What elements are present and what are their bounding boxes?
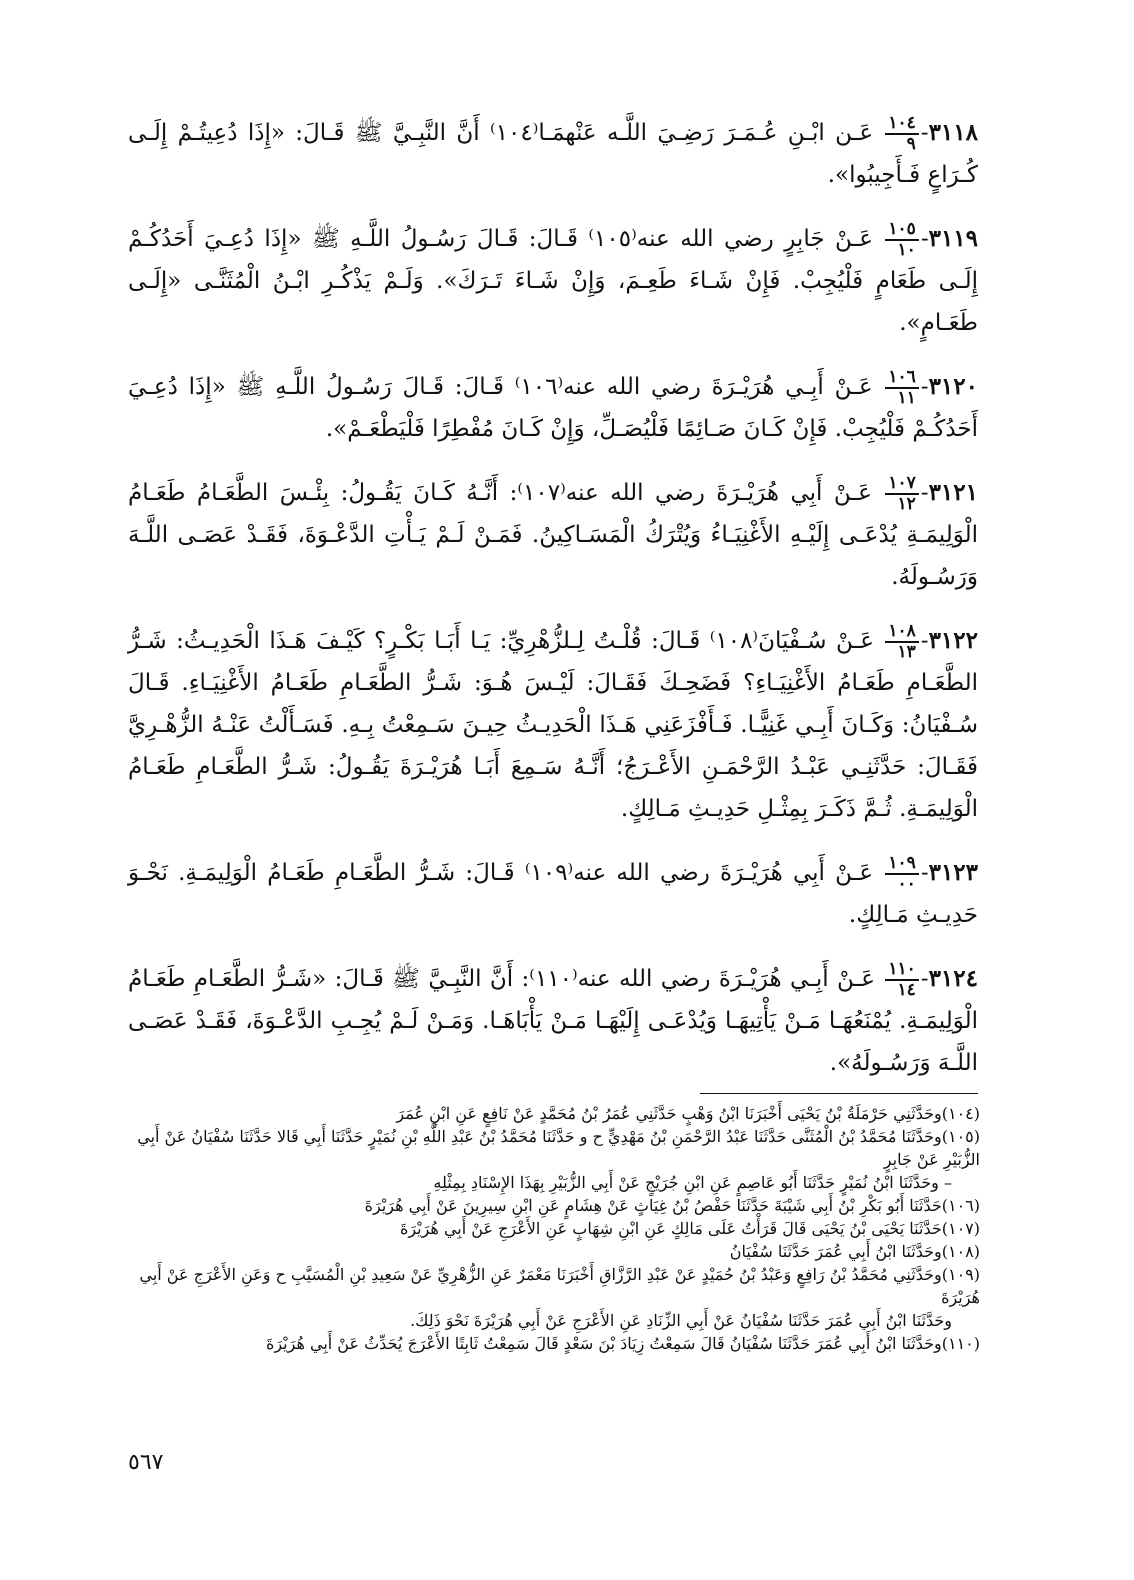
hadith-3118: ٣١١٨- $\frac{١٠٤}{٩}$ عَـن ابْـنِ عُـمَـرَ رَضِـيَ اللَّـه عَنْهمَـا⁽١٠٤⁾ أَنَّ النَّبِـيَّ ﷺ قَـالَ: «إِذَا دُعِيتُـمْ إِلَـى كُـرَاعٍ فَـأَجِيبُوا».: [128, 113, 978, 188]
hadith-index-fraction: $\frac{١٠٨}{١٣}$: [885, 623, 918, 661]
footnote-107: (١٠٧)حَدَّثَنَا يَحْيَى بْنُ يَحْيَى قَالَ قَرَأْتُ عَلَى مَالِكٍ عَنِ ابْنِ شِهَابٍ عَنِ الأَعْرَجِ عَنْ أَبِي هُرَيْرَةَ: [399, 1219, 980, 1238]
hadith-text: عَـنْ سُـفْيَانَ⁽١٠٨⁾ قَـالَ: قُلْـتُ لِـلزُّهْرِيِّ: يَـا أَبَـا بَكْـرٍ؟ كَيْـفَ هَـذَا الْحَدِيـثُ: شَـرُّ الطَّعَـامِ طَعَـامُ الأَغْنِيَـاءِ؟ فَضَحِـكَ فَقَـالَ: لَيْـسَ هُـوَ: شَـرُّ الطَّعَـامِ طَعَـامُ الأَغْنِيَـاءِ. قَـالَ سُـفْيَانُ: وَكَـانَ أَبِـي غَنِيًّـا. فَـأَفْزَعَنِي هَـذَا الْحَدِيـثُ حِيـنَ سَـمِعْتُ بِـهِ. فَسَـأَلْتُ عَنْـهُ الزُّهْـرِيَّ فَقَـالَ: حَدَّثَنِـي عَبْـدُ الرَّحْمَـنِ الأَعْـرَجُ؛ أَنَّـهُ سَـمِعَ أَبَـا هُرَيْـرَةَ يَقُـولُ: شَـرُّ الطَّعَـامِ طَعَـامُ الْوَلِيمَـةِ. ثُـمَّ ذَكَـرَ بِمِثْـلِ حَدِيـثِ مَـالِكٍ.: [128, 628, 978, 822]
hadith-index-fraction: $\frac{١٠٩}{٠٠}$: [885, 855, 918, 893]
hadith-3123: ٣١٢٣- $\frac{١٠٩}{٠٠}$ عَـنْ أَبِي هُرَيْـرَةَ رضي الله عنه⁽١٠٩⁾ قَـالَ: شَـرُّ الطَّعَـامِ طَعَـامُ الْوَلِيمَـةِ. نَحْـوَ حَدِيـثِ مَـالِكٍ.: [128, 853, 979, 928]
hadith-text: عَـنْ أَبِي هُرَيْـرَةَ رضي الله عنه⁽١٠٧⁾: أَنَّـهُ كَـانَ يَقُـولُ: بِئْـسَ الطَّعَـامُ طَعَـامُ الْوَلِيمَـةِ يُدْعَـى إِلَيْـهِ الأَغْنِيَـاءُ وَيُتْرَكُ الْمَسَـاكِينُ. فَمَـنْ لَـمْ يَـأْتِ الدَّعْـوَةَ، فَقَـدْ عَصَـى اللَّـهَ وَرَسُـولَهُ.: [128, 480, 978, 590]
hadith-text: عَـنْ أَبِي هُرَيْـرَةَ رضي الله عنه⁽١٠٩⁾ قَـالَ: شَـرُّ الطَّعَـامِ طَعَـامُ الْوَلِيمَـةِ. نَحْـوَ حَدِيـثِ مَـالِكٍ.: [128, 860, 978, 928]
hadith-number: ٣١١٨: [928, 119, 978, 146]
hadith-number: ٣١١٩: [928, 225, 979, 252]
footnote-109-continuation: وحَدَّثَنَا ابْنُ أَبِي عُمَرَ حَدَّثَنَا سُفْيَانُ عَنْ أَبِي الزِّنَادِ عَنِ الأَعْرَجِ عَنْ أَبِي هُرَيْرَةَ نَحْوَ ذَلِكَ.: [410, 1311, 952, 1330]
hadith-3120: ٣١٢٠- $\frac{١٠٦}{١١}$ عَـنْ أَبِـي هُرَيْـرَةَ رضي الله عنه⁽١٠٦⁾ قَـالَ: قَـالَ رَسُـولُ اللَّـهِ ﷺ «إِذَا دُعِـيَ أَحَدُكُـمْ فَلْيُجِبْ. فَإِنْ كَـانَ صَـائِمًا فَلْيُصَـلِّ، وَإِنْ كَـانَ مُفْطِرًا فَلْيَطْعَـمْ».: [128, 367, 978, 442]
footnote-108: (١٠٨)وحَدَّثَنَا ابْنُ أَبِي عُمَرَ حَدَّثَنَا سُفْيَانُ: [729, 1242, 980, 1261]
hadith-number: ٣١٢١: [928, 479, 978, 506]
hadith-list: [128, 112, 978, 1106]
footnote-105-continuation: – وحَدَّثَنَا ابْنُ نُمَيْرٍ حَدَّثَنَا أَبُو عَاصِمٍ عَنِ ابْنِ جُرَيْجٍ عَنْ أَبِي الزُّبَيْرِ بِهَذَا الإِسْنَادِ بِمِثْلِهِ: [433, 1173, 952, 1192]
footnote-divider: [700, 1093, 978, 1094]
hadith-number: ٣١٢٠: [928, 373, 978, 400]
footnote-109: (١٠٩)وحَدَّثَنِي مُحَمَّدُ بْنُ رَافِعٍ وَعَبْدُ بْنُ حُمَيْدٍ عَنْ عَبْدِ الرَّزَّاقِ أَخْبَرَنَا مَعْمَرٌ عَنِ الزُّهْرِيِّ عَنْ سَعِيدِ بْنِ الْمُسَيَّبِ ح وَعَنِ الأَعْرَجِ عَنْ أَبِي هُرَيْرَةَ: [139, 1265, 980, 1307]
footnotes: [130, 1102, 980, 1355]
footnote-105: (١٠٥)وحَدَّثَنَا مُحَمَّدُ بْنُ الْمُثَنَّى حَدَّثَنَا عَبْدُ الرَّحْمَنِ بْنُ مَهْدِيٍّ ح و حَدَّثَنَا مُحَمَّدُ بْنُ عَبْدِ اللَّهِ بْنِ نُمَيْرٍ حَدَّثَنَا أَبِي قَالا حَدَّثَنَا سُفْيَانُ عَنْ أَبِي الزُّبَيْرِ عَنْ جَابِرٍ: [137, 1127, 980, 1169]
hadith-3121: ٣١٢١- $\frac{١٠٧}{١٢}$ عَـنْ أَبِي هُرَيْـرَةَ رضي الله عنه⁽١٠٧⁾: أَنَّـهُ كَـانَ يَقُـولُ: بِئْـسَ الطَّعَـامُ طَعَـامُ الْوَلِيمَـةِ يُدْعَـى إِلَيْـهِ الأَغْنِيَـاءُ وَيُتْرَكُ الْمَسَـاكِينُ. فَمَـنْ لَـمْ يَـأْتِ الدَّعْـوَةَ، فَقَـدْ عَصَـى اللَّـهَ وَرَسُـولَهُ.: [128, 473, 978, 590]
footnote-110: (١١٠)وحَدَّثَنَا ابْنُ أَبِي عُمَرَ حَدَّثَنَا سُفْيَانُ قَالَ سَمِعْتُ زِيَادَ بْنَ سَعْدٍ قَالَ سَمِعْتُ ثَابِتًا الأَعْرَجَ يُحَدِّثُ عَنْ أَبِي هُرَيْرَةَ: [265, 1334, 980, 1353]
hadith-text: عَـن ابْـنِ عُـمَـرَ رَضِـيَ اللَّـه عَنْهمَـا⁽١٠٤⁾ أَنَّ النَّبِـيَّ ﷺ قَـالَ: «إِذَا دُعِيتُـمْ إِلَـى كُـرَاعٍ فَـأَجِيبُوا».: [128, 120, 978, 188]
footnote-104: (١٠٤)وحَدَّثَنِي حَرْمَلَةُ بْنُ يَحْيَى أَخْبَرَنَا ابْنُ وَهْبٍ حَدَّثَنِي عُمَرُ بْنُ مُحَمَّدٍ عَنْ نَافِعٍ عَنِ ابْنِ عُمَرَ: [396, 1104, 980, 1123]
hadith-3124: ٣١٢٤- $\frac{١١٠}{١٤}$ عَـنْ أَبِـي هُرَيْـرَةَ رضي الله عنه⁽١١٠⁾: أَنَّ النَّبِـيَّ ﷺ قَـالَ: «شَـرُّ الطَّعَـامِ طَعَـامُ الْوَلِيمَـةِ. يُمْنَعُهَـا مَـنْ يَأْتِيهَـا وَيُدْعَـى إِلَيْهَـا مَـنْ يَأْبَاهَـا. وَمَـنْ لَـمْ يُجِـبِ الدَّعْـوَةَ، فَقَـدْ عَصَـى اللَّـهَ وَرَسُـولَهُ».: [128, 959, 978, 1076]
footnote-106: (١٠٦)حَدَّثَنَا أَبُو بَكْرِ بْنُ أَبِي شَيْبَةَ حَدَّثَنَا حَفْصُ بْنُ غِيَاثٍ عَنْ هِشَامٍ عَنِ ابْنِ سِيرِينَ عَنْ أَبِي هُرَيْرَةَ: [364, 1196, 980, 1215]
hadith-number: ٣١٢٢: [928, 627, 978, 654]
hadith-index-fraction: $\frac{١١٠}{١٤}$: [885, 961, 918, 999]
hadith-3119: ٣١١٩- $\frac{١٠٥}{١٠}$ عَـنْ جَابِرٍ رضي الله عنه⁽١٠٥⁾ قَـالَ: قَـالَ رَسُـولُ اللَّـهِ ﷺ «إِذَا دُعِـيَ أَحَدُكُـمْ إِلَـى طَعَامٍ فَلْيُجِبْ. فَإِنْ شَـاءَ طَعِـمَ، وَإِنْ شَـاءَ تَـرَكَ». وَلَـمْ يَذْكُـرِ ابْـنُ الْمُثَنَّـى «إِلَـى طَعَـامٍ».: [128, 219, 979, 336]
hadith-index-fraction: $\frac{١٠٦}{١١}$: [885, 369, 918, 407]
hadith-index-fraction: $\frac{١٠٤}{٩}$: [885, 115, 918, 153]
hadith-index-fraction: $\frac{١٠٧}{١٢}$: [885, 475, 918, 513]
hadith-text: عَـنْ أَبِـي هُرَيْـرَةَ رضي الله عنه⁽١٠٦⁾ قَـالَ: قَـالَ رَسُـولُ اللَّـهِ ﷺ «إِذَا دُعِـيَ أَحَدُكُـمْ فَلْيُجِبْ. فَإِنْ كَـانَ صَـائِمًا فَلْيُصَـلِّ، وَإِنْ كَـانَ مُفْطِرًا فَلْيَطْعَـمْ».: [128, 374, 978, 442]
hadith-number: ٣١٢٤: [928, 965, 978, 992]
hadith-index-fraction: $\frac{١٠٥}{١٠}$: [885, 221, 918, 259]
hadith-3122: ٣١٢٢- $\frac{١٠٨}{١٣}$ عَـنْ سُـفْيَانَ⁽١٠٨⁾ قَـالَ: قُلْـتُ لِـلزُّهْرِيِّ: يَـا أَبَـا بَكْـرٍ؟ كَيْـفَ هَـذَا الْحَدِيـثُ: شَـرُّ الطَّعَـامِ طَعَـامُ الأَغْنِيَـاءِ؟ فَضَحِـكَ فَقَـالَ: لَيْـسَ هُـوَ: شَـرُّ الطَّعَـامِ طَعَـامُ الأَغْنِيَـاءِ. قَـالَ سُـفْيَانُ: وَكَـانَ أَبِـي غَنِيًّـا. فَـأَفْزَعَنِي هَـذَا الْحَدِيـثُ حِيـنَ سَـمِعْتُ بِـهِ. فَسَـأَلْتُ عَنْـهُ الزُّهْـرِيَّ فَقَـالَ: حَدَّثَنِـي عَبْـدُ الرَّحْمَـنِ الأَعْـرَجُ؛ أَنَّـهُ سَـمِعَ أَبَـا هُرَيْـرَةَ يَقُـولُ: شَـرُّ الطَّعَـامِ طَعَـامُ الْوَلِيمَـةِ. ثُـمَّ ذَكَـرَ بِمِثْـلِ حَدِيـثِ مَـالِكٍ.: [128, 621, 978, 822]
hadith-text: عَـنْ جَابِرٍ رضي الله عنه⁽١٠٥⁾ قَـالَ: قَـالَ رَسُـولُ اللَّـهِ ﷺ «إِذَا دُعِـيَ أَحَدُكُـمْ إِلَـى طَعَامٍ فَلْيُجِبْ. فَإِنْ شَـاءَ طَعِـمَ، وَإِنْ شَـاءَ تَـرَكَ». وَلَـمْ يَذْكُـرِ ابْـنُ الْمُثَنَّـى «إِلَـى طَعَـامٍ».: [128, 226, 978, 336]
hadith-number: ٣١٢٣: [928, 859, 979, 886]
page-number: ٥٦٧: [128, 1450, 164, 1475]
hadith-text: عَـنْ أَبِـي هُرَيْـرَةَ رضي الله عنه⁽١١٠⁾: أَنَّ النَّبِـيَّ ﷺ قَـالَ: «شَـرُّ الطَّعَـامِ طَعَـامُ الْوَلِيمَـةِ. يُمْنَعُهَـا مَـنْ يَأْتِيهَـا وَيُدْعَـى إِلَيْهَـا مَـنْ يَأْبَاهَـا. وَمَـنْ لَـمْ يُجِـبِ الدَّعْـوَةَ، فَقَـدْ عَصَـى اللَّـهَ وَرَسُـولَهُ».: [128, 966, 978, 1076]
